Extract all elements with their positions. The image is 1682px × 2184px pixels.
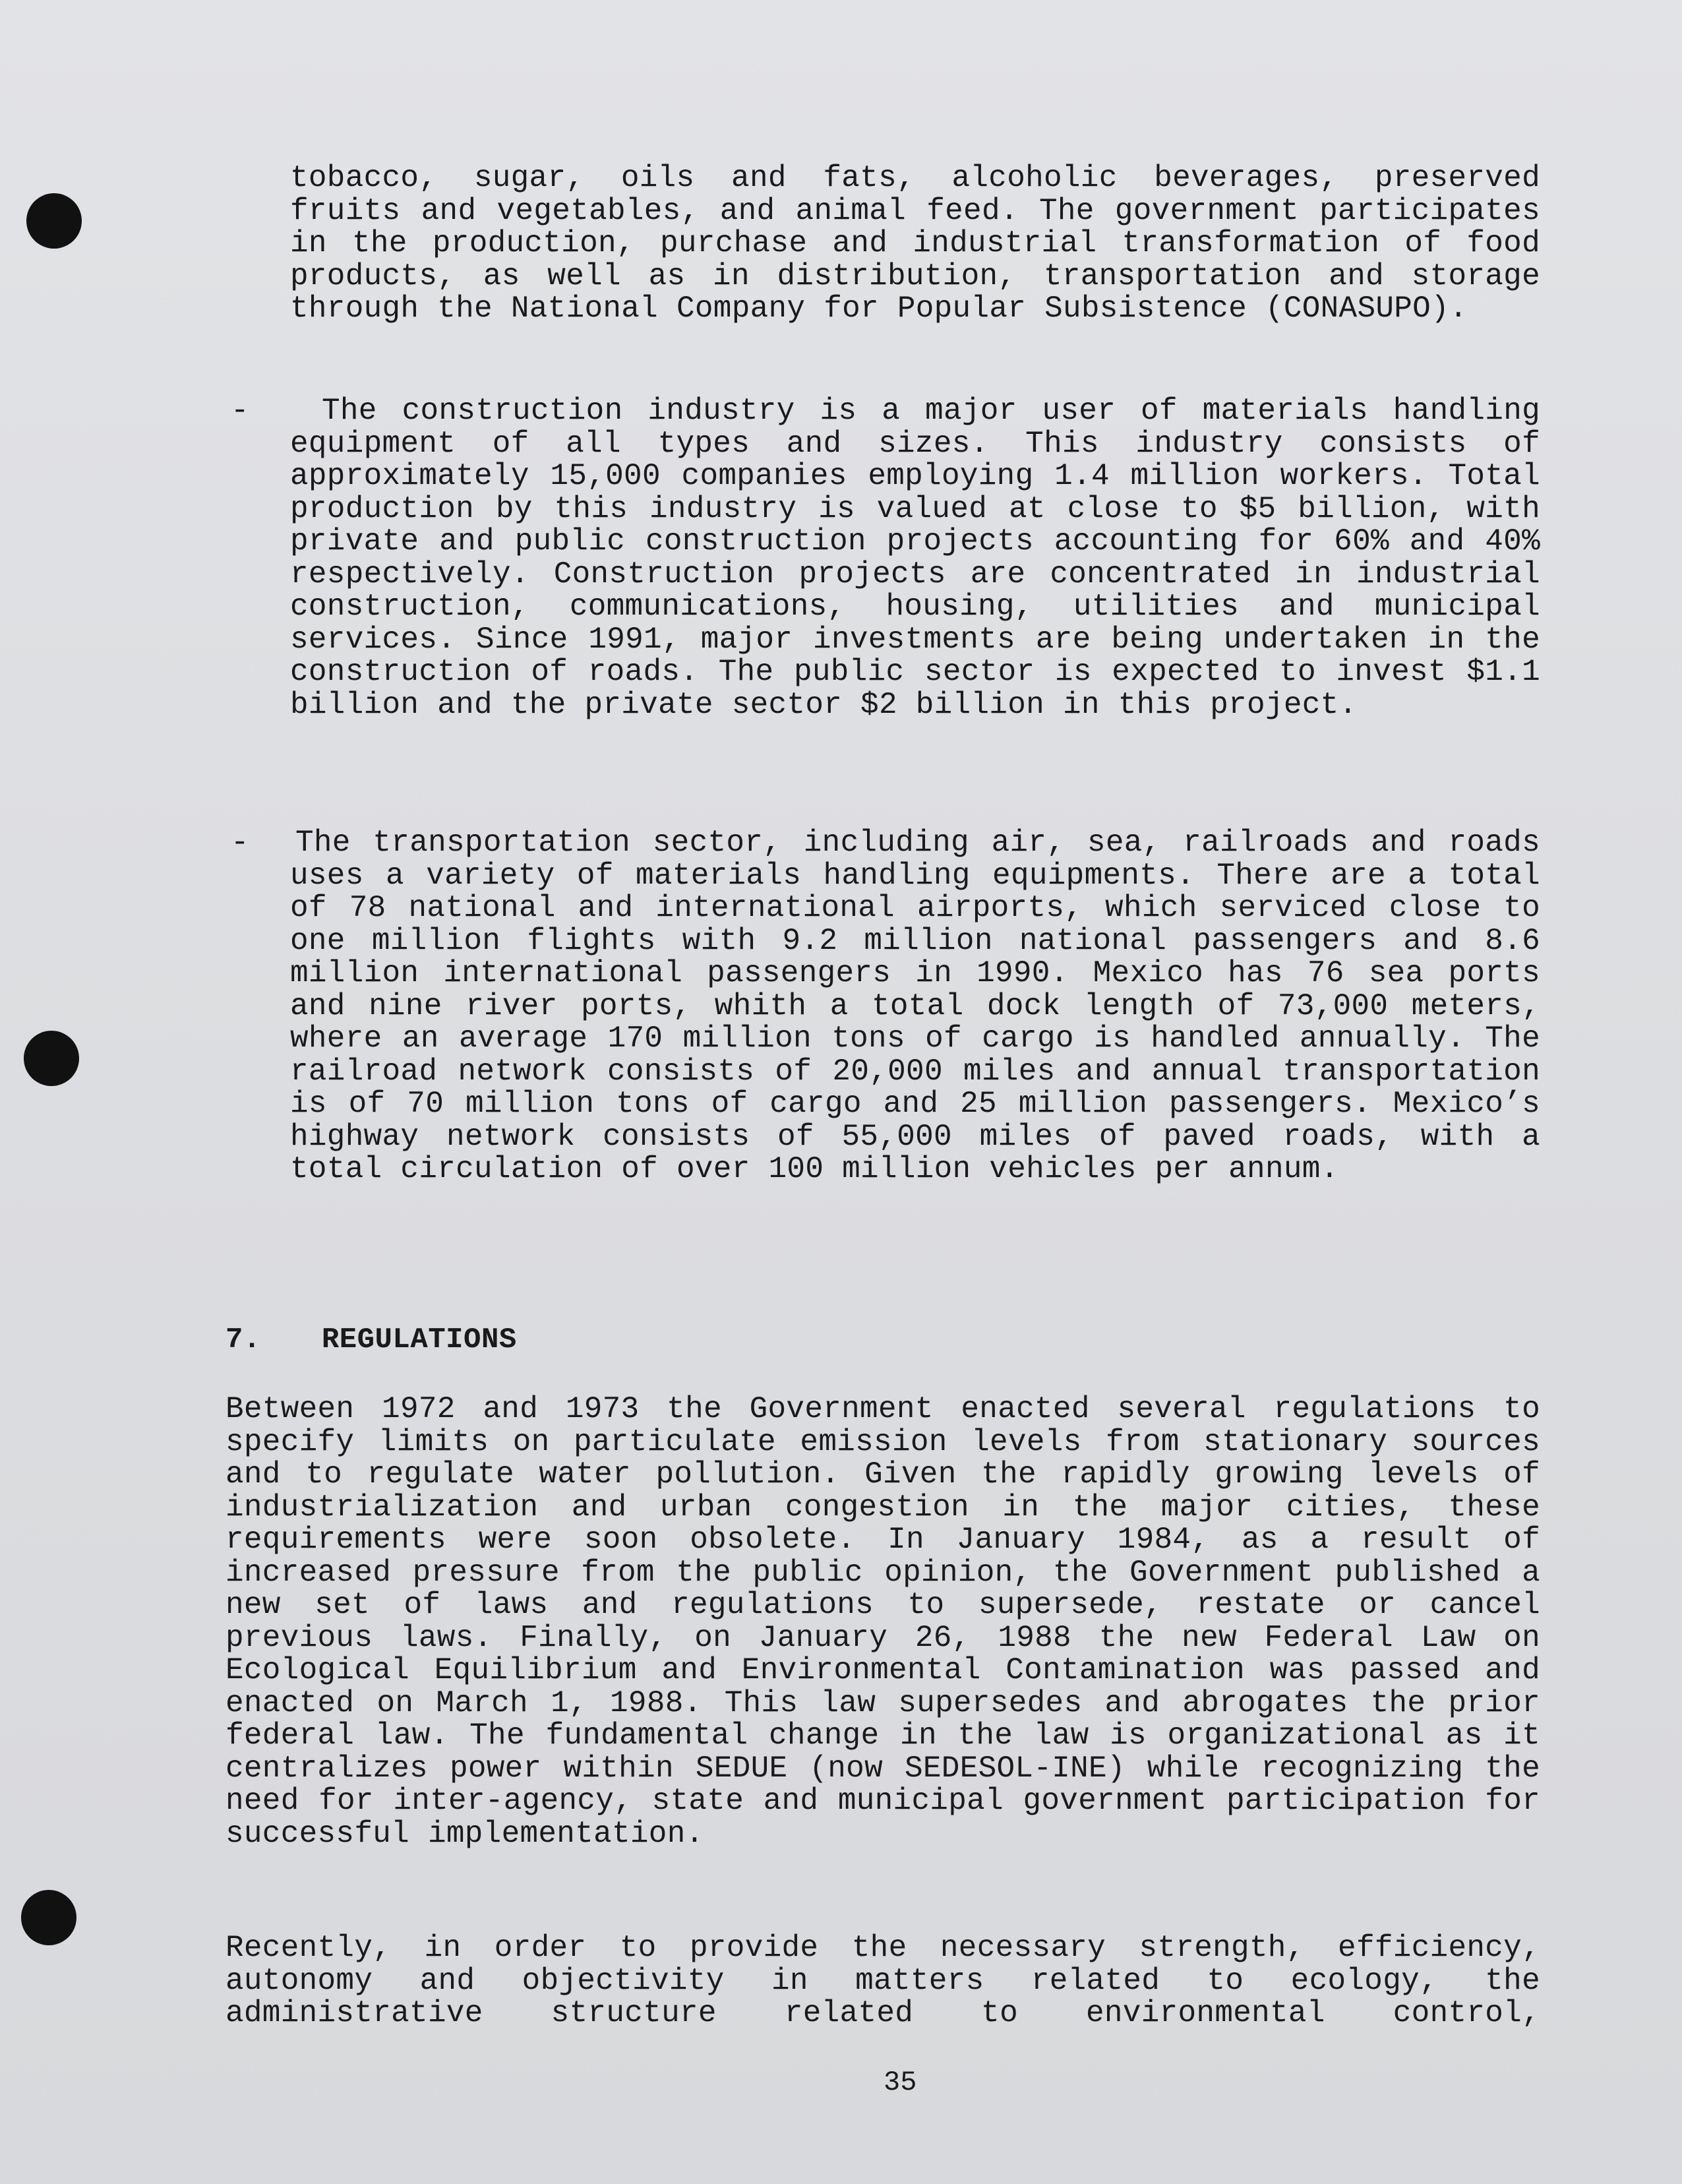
punch-hole-bottom [21, 1890, 76, 1945]
paragraph-regulations: Between 1972 and 1973 the Government enacted several regulations to specify limits on particulate emission levels from stationary sources and to regulate water pollution. Given the rapidly growing levels of industrialization and urban congestion in the major cities, these requirements were soon obsolete. In January 1984, as a result of increased pressure from the public opinion, the Government published a new set of laws and regulations to supersede, restate or cancel previous laws. Finally, on January 26, 1988 the new Federal Law on Ecological Equilibrium and Environmental Contamination was passed and enacted on March 1, 1988. This law supersedes and abrogates the prior federal law. The fundamental change in the law is organizational as it centralizes power within SEDUE (now SEDESOL-INE) while recognizing the need for inter-agency, state and municipal government participation for successful implementation. [225, 1392, 1540, 1851]
bullet-dash-construction: - [231, 394, 249, 428]
bullet-dash-transportation: - [231, 826, 249, 860]
section-number: 7. [225, 1323, 261, 1356]
paragraph-recently: Recently, in order to provide the necessary strength, efficiency, autonomy and objectivity in matters related to ecology, the administrative structure related to environmental control, [225, 1931, 1540, 2030]
punch-hole-top [26, 193, 82, 249]
section-title: REGULATIONS [321, 1323, 517, 1356]
paragraph-food-industry: tobacco, sugar, oils and fats, alcoholic beverages, preserved fruits and vegetables, and animal feed. The government participates in the production, purchase and industrial transformation of food products, as well as in distribution, transportation and storage through the National Company for Popular Subsistence (CONASUPO). [290, 161, 1540, 326]
bullet-construction-industry: The construction industry is a major user of materials handling equipment of all types and sizes. This industry consists of approximately 15,000 companies employing 1.4 million workers. Total production by this industry is valued at close to $5 billion, with private and public construction projects accounting for 60% and 40% respectively. Construction projects are concentrated in industrial construction, communications, housing, utilities and municipal services. Since 1991, major investments are being undertaken in the construction of roads. The public sector is expected to invest $1.1 billion and the private sector $2 billion in this project. [290, 394, 1540, 722]
bullet-transportation-sector: The transportation sector, including air, sea, railroads and roads uses a variety of materials handling equipments. There are a total of 78 national and international airports, which serviced close to one million flights with 9.2 million national passengers and 8.6 million international passengers in 1990. Mexico has 76 sea ports and nine river ports, whith a total dock length of 73,000 meters, where an average 170 million tons of cargo is handled annually. The railroad network consists of 20,000 miles and annual transportation is of 70 million tons of cargo and 25 million passengers. Mexico’s highway network consists of 55,000 miles of paved roads, with a total circulation of over 100 million vehicles per annum. [290, 826, 1540, 1186]
punch-hole-middle [24, 1031, 79, 1086]
section-heading [225, 1323, 517, 1356]
page-number: 35 [884, 2067, 917, 2098]
